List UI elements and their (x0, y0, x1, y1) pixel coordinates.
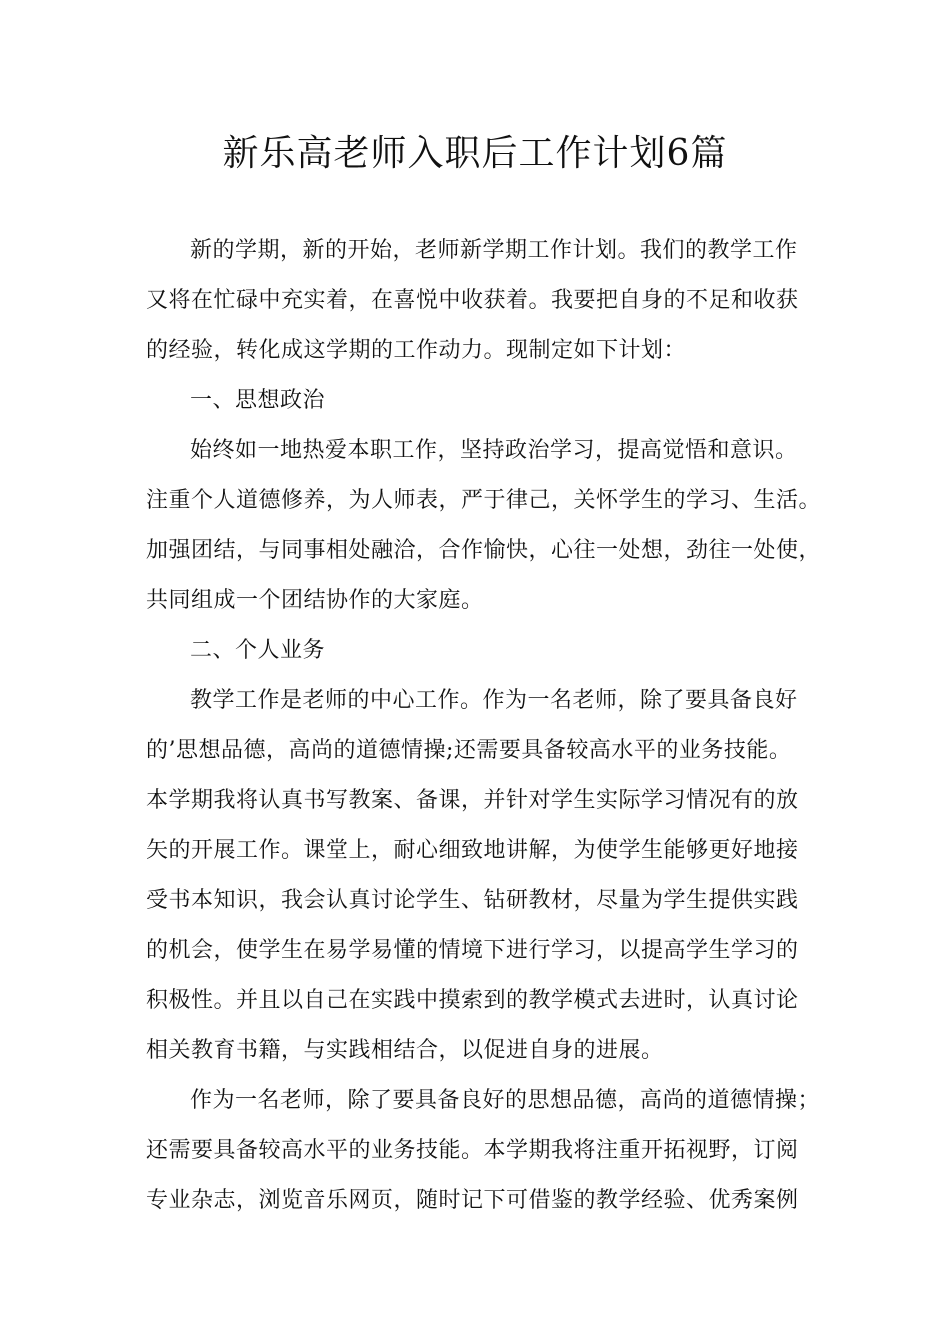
paragraph-line: 的经验，转化成这学期的工作动力。现制定如下计划： (146, 338, 687, 363)
document-title: 新乐高老师入职后工作计划6篇 (222, 133, 728, 174)
paragraph-line: 始终如一地热爱本职工作，坚持政治学习，提高觉悟和意识。 (190, 438, 798, 463)
paragraph-line: 共同组成一个团结协作的大家庭。 (146, 588, 484, 613)
paragraph-line: 又将在忙碌中充实着，在喜悦中收获着。我要把自身的不足和收获 (146, 288, 799, 313)
section-heading: 一、思想政治 (190, 388, 326, 413)
paragraph-line: 专业杂志，浏览音乐网页，随时记下可借鉴的教学经验、优秀案例 (146, 1188, 799, 1213)
paragraph-line: 教学工作是老师的中心工作。作为一名老师，除了要具备良好 (190, 688, 798, 713)
section-heading: 二、个人业务 (190, 638, 326, 663)
paragraph-line: 作为一名老师，除了要具备良好的思想品德，高尚的道德情操； (190, 1088, 821, 1113)
paragraph-line: 受书本知识，我会认真讨论学生、钻研教材，尽量为学生提供实践 (146, 888, 799, 913)
paragraph-line: 的’思想品德，高尚的道德情操;还需要具备较高水平的业务技能。 (146, 738, 792, 763)
paragraph-line: 注重个人道德修养，为人师表，严于律己，关怀学生的学习、生活。 (146, 488, 822, 513)
paragraph-line: 本学期我将认真书写教案、备课，并针对学生实际学习情况有的放 (146, 788, 799, 813)
paragraph-line: 相关教育书籍，与实践相结合，以促进自身的进展。 (146, 1038, 664, 1063)
paragraph-line: 加强团结，与同事相处融洽，合作愉快，心往一处想，劲往一处使， (146, 538, 822, 563)
paragraph-line: 矢的开展工作。课堂上，耐心细致地讲解，为使学生能够更好地接 (146, 838, 799, 863)
paragraph-line: 积极性。并且以自己在实践中摸索到的教学模式去进时，认真讨论 (146, 988, 799, 1013)
paragraph-line: 的机会，使学生在易学易懂的情境下进行学习，以提高学生学习的 (146, 938, 799, 963)
paragraph-line: 还需要具备较高水平的业务技能。本学期我将注重开拓视野，订阅 (146, 1138, 799, 1163)
paragraph-line: 新的学期，新的开始，老师新学期工作计划。我们的教学工作 (190, 238, 798, 263)
